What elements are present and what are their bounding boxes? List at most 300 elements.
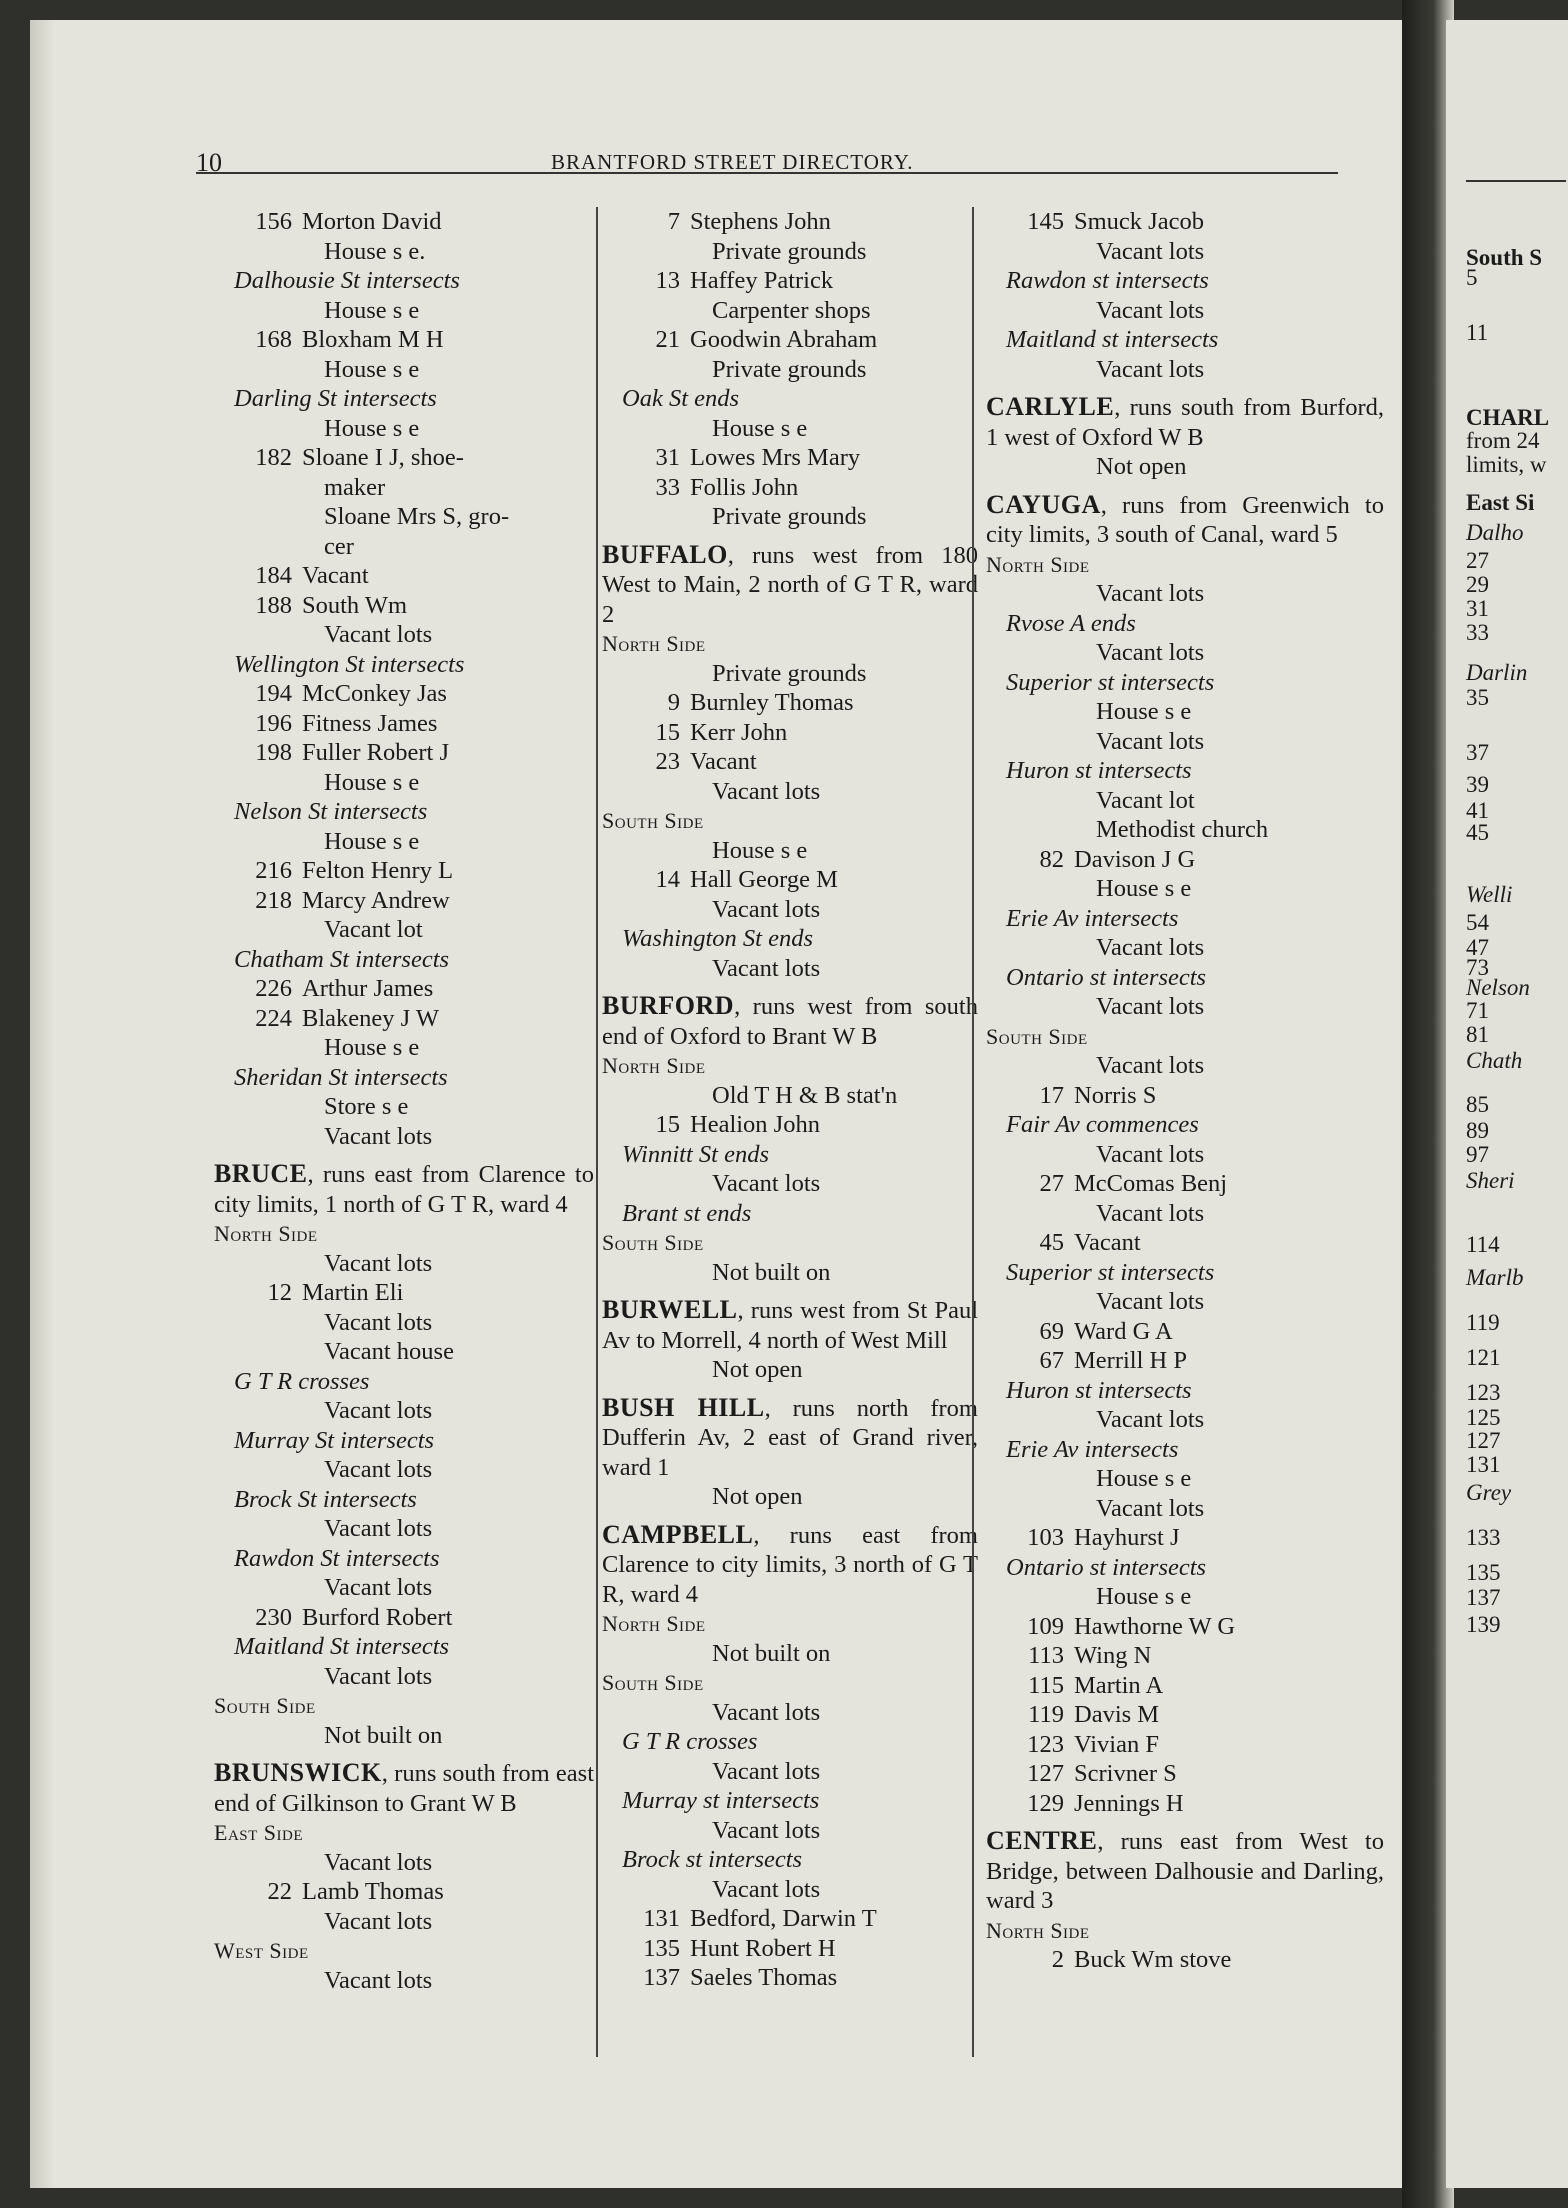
directory-entry	[602, 207, 978, 237]
cross-street-note: Maitland st intersects	[1006, 326, 1219, 353]
directory-entry	[602, 895, 978, 925]
street-heading	[602, 1295, 978, 1355]
cross-street-note: G T R crosses	[234, 1367, 370, 1395]
cross-street-note: Brant st ends	[622, 1199, 752, 1227]
facing-page-text: 127	[1466, 1428, 1501, 1453]
house-number: 21	[655, 326, 680, 353]
street-description: , runs south from Burford, 1 west of Oxford W B	[986, 394, 1384, 451]
cross-street-note: Maitland St intersects	[234, 1633, 450, 1660]
header-rule	[196, 172, 1338, 174]
occupant-name: Vacant lots	[1096, 1052, 1205, 1079]
facing-page-text: Dalho	[1466, 520, 1524, 545]
directory-entry	[986, 1051, 1384, 1081]
occupant-name: Blakeney J W	[302, 1004, 439, 1032]
directory-entry	[602, 355, 978, 385]
facing-page-text: 71	[1466, 998, 1489, 1023]
street-description: , runs east from Clarence to city limits, 1 north of G T R, ward 4	[214, 1161, 594, 1218]
facing-page-text: 33	[1466, 620, 1489, 645]
facing-page-text: Chath	[1466, 1048, 1523, 1073]
occupant-name: Vacant lots	[324, 1848, 433, 1876]
directory-entry	[986, 992, 1384, 1022]
directory-entry	[986, 1405, 1384, 1435]
facing-page-text: 131	[1466, 1452, 1501, 1477]
occupant-name: House s e	[324, 1034, 420, 1061]
occupant-name: Vacant lots	[712, 1698, 821, 1726]
occupant-name: Vacant lots	[1096, 580, 1205, 607]
directory-entry	[602, 1757, 978, 1787]
directory-entry	[986, 1169, 1384, 1199]
street-side-label: North Side	[602, 631, 706, 656]
facing-page-text: 135	[1466, 1560, 1501, 1585]
occupant-name: House s e.	[324, 237, 426, 265]
occupant-name: Merrill H P	[1074, 1347, 1187, 1374]
house-number: 137	[643, 1964, 680, 1991]
occupant-name: Jennings H	[1074, 1789, 1184, 1817]
house-number: 194	[255, 680, 292, 707]
occupant-name: McComas Benj	[1074, 1170, 1228, 1197]
occupant-name: Wing N	[1074, 1642, 1152, 1669]
street-heading	[602, 540, 978, 630]
cross-street-note: Nelson St intersects	[234, 798, 428, 825]
occupant-name: Vacant lots	[324, 1122, 433, 1150]
directory-entry	[602, 688, 978, 718]
cross-street-note: Brock st intersects	[622, 1846, 803, 1873]
cross-street-note: Washington St ends	[622, 925, 814, 952]
house-number: 69	[1039, 1317, 1064, 1345]
directory-entry	[602, 443, 978, 473]
house-number: 13	[655, 267, 680, 294]
directory-entry	[986, 1287, 1384, 1317]
directory-entry	[214, 237, 594, 267]
cross-street-note: Huron st intersects	[1006, 757, 1192, 784]
house-number: 226	[255, 975, 292, 1002]
directory-entry	[986, 1641, 1384, 1671]
facing-page-text: 27	[1466, 548, 1489, 573]
directory-entry	[214, 709, 594, 739]
occupant-name: Not built on	[324, 1721, 443, 1749]
house-number: 129	[1027, 1789, 1064, 1817]
street-name: CARLYLE	[986, 392, 1115, 421]
directory-entry	[986, 1612, 1384, 1642]
occupant-name: Vacant lot	[324, 916, 423, 943]
facing-page-text: 47	[1466, 935, 1489, 960]
house-number: 22	[267, 1878, 292, 1905]
street-side-label: North Side	[986, 551, 1090, 577]
house-number: 23	[655, 748, 680, 775]
occupant-name: Vacant lots	[1096, 1140, 1205, 1168]
facing-page-text: 73	[1466, 955, 1489, 980]
cross-street-note: Rawdon st intersects	[1006, 267, 1209, 294]
facing-page-text: 137	[1466, 1585, 1501, 1610]
occupant-name: Not open	[712, 1483, 803, 1510]
house-number: 131	[643, 1905, 680, 1932]
directory-entry	[986, 1228, 1384, 1258]
directory-entry	[602, 659, 978, 689]
directory-entry	[986, 296, 1384, 326]
occupant-name: Not built on	[712, 1639, 831, 1667]
street-side-label: North Side	[602, 1611, 706, 1636]
entry-continuation: cer	[324, 532, 354, 560]
street-side-label: North Side	[602, 1053, 706, 1078]
occupant-name: Norris S	[1074, 1081, 1157, 1109]
street-side-label: South Side	[602, 808, 704, 833]
house-number: 82	[1039, 845, 1064, 873]
running-title: BRANTFORD STREET DIRECTORY.	[551, 150, 914, 174]
page-number: 10	[196, 148, 222, 177]
directory-entry	[602, 1355, 978, 1385]
occupant-name: Methodist church	[1096, 816, 1269, 843]
house-number: 2	[1051, 1946, 1064, 1973]
directory-entry	[214, 679, 594, 709]
street-description: , runs west from 180 West to Main, 2 north of G T R, ward 2	[602, 541, 978, 628]
occupant-name: Burford Robert	[302, 1603, 453, 1631]
facing-page-text: 123	[1466, 1380, 1501, 1405]
street-description: , runs east from Clarence to city limits, 3 north of G T R, ward 4	[602, 1521, 978, 1608]
directory-entry	[602, 836, 978, 866]
occupant-name: Vacant lots	[712, 1170, 821, 1197]
occupant-name: McConkey Jas	[302, 680, 447, 707]
occupant-name: Haffey Patrick	[690, 267, 834, 294]
facing-page-text: Sheri	[1466, 1168, 1515, 1193]
occupant-name: Vacant lots	[324, 1574, 433, 1601]
house-number: 216	[255, 857, 292, 884]
facing-page-text: 97	[1466, 1142, 1489, 1167]
directory-entry	[986, 1759, 1384, 1789]
house-number: 27	[1039, 1170, 1064, 1197]
street-side-label: South Side	[214, 1693, 316, 1718]
occupant-name: House s e	[324, 414, 420, 442]
occupant-name: Vacant house	[324, 1338, 454, 1365]
directory-entry	[986, 1700, 1384, 1730]
directory-entry	[602, 1081, 978, 1111]
directory-entry	[986, 1494, 1384, 1524]
directory-entry	[986, 1523, 1384, 1553]
street-name: BUFFALO	[602, 539, 728, 569]
facing-page-text: from 24	[1466, 428, 1540, 453]
house-number: 9	[667, 689, 680, 716]
house-number: 168	[255, 326, 292, 353]
facing-page-text: Darlin	[1466, 660, 1528, 685]
facing-page-text: East Si	[1466, 490, 1535, 515]
occupant-name: Hawthorne W G	[1074, 1612, 1236, 1640]
house-number: 67	[1039, 1347, 1064, 1374]
occupant-name: Felton Henry L	[302, 857, 454, 884]
facing-page-text: South S	[1466, 245, 1543, 270]
cross-street-note: Sheridan St intersects	[234, 1063, 448, 1091]
cross-street-note: Brock St intersects	[234, 1485, 417, 1513]
house-number: 115	[1028, 1671, 1064, 1699]
directory-entry	[214, 1514, 594, 1544]
street-name: BURWELL	[602, 1295, 738, 1324]
cross-street-note: Fair Av commences	[1006, 1111, 1199, 1138]
occupant-name: Sloane I J, shoe-	[302, 444, 464, 471]
cross-street-note: Superior st intersects	[1006, 1258, 1215, 1286]
house-number: 156	[255, 208, 292, 235]
street-name: BURFORD	[602, 991, 735, 1020]
directory-entry	[986, 1199, 1384, 1229]
facing-page-text: Nelson	[1466, 975, 1530, 1000]
occupant-name: Davis M	[1074, 1701, 1160, 1728]
house-number: 33	[655, 473, 680, 501]
directory-entry	[214, 561, 594, 591]
directory-entry	[986, 207, 1384, 237]
occupant-name: Vacant	[1074, 1229, 1141, 1256]
occupant-name: Hayhurst J	[1074, 1524, 1180, 1551]
directory-entry	[986, 452, 1384, 482]
occupant-name: Vacant lots	[1096, 727, 1205, 755]
house-number: 113	[1028, 1642, 1064, 1669]
occupant-name: Davison J G	[1074, 845, 1196, 873]
facing-page-text: 35	[1466, 685, 1489, 710]
cross-street-note: Winnitt St ends	[622, 1140, 769, 1168]
occupant-name: House s e	[324, 768, 420, 796]
house-number: 135	[643, 1934, 680, 1962]
occupant-name: Old T H & B stat'n	[712, 1081, 898, 1109]
directory-entry	[986, 1945, 1384, 1975]
occupant-name: Vacant lots	[1096, 934, 1205, 961]
occupant-name: Vacant lots	[712, 954, 821, 982]
facing-page-text: 133	[1466, 1525, 1501, 1550]
directory-entry	[214, 1278, 594, 1308]
street-side-label: East Side	[214, 1820, 304, 1845]
occupant-name: Buck Wm stove	[1074, 1946, 1232, 1973]
directory-entry	[214, 1033, 594, 1063]
occupant-name: Vivian F	[1074, 1730, 1159, 1758]
occupant-name: Burnley Thomas	[690, 689, 854, 716]
cross-street-note: Erie Av intersects	[1006, 1435, 1179, 1463]
facing-page-text: Grey	[1466, 1480, 1512, 1505]
occupant-name: Stephens John	[690, 208, 831, 235]
occupant-name: Hunt Robert H	[690, 1934, 836, 1962]
occupant-name: House s e	[324, 355, 420, 383]
house-number: 17	[1039, 1081, 1064, 1109]
house-number: 14	[655, 866, 680, 893]
occupant-name: Vacant lots	[1096, 1199, 1205, 1227]
street-side-label: West Side	[214, 1938, 309, 1963]
house-number: 15	[655, 718, 680, 746]
street-name: CENTRE	[986, 1826, 1098, 1855]
directory-entry	[602, 1875, 978, 1905]
occupant-name: Lowes Mrs Mary	[690, 444, 861, 471]
facing-page-text: 89	[1466, 1118, 1489, 1143]
directory-entry	[214, 414, 594, 444]
cross-street-note: G T R crosses	[622, 1728, 758, 1755]
house-number: 103	[1027, 1524, 1064, 1551]
occupant-name: Morton David	[302, 208, 442, 235]
street-name: BUSH HILL	[602, 1392, 765, 1422]
house-number: 198	[255, 739, 292, 766]
occupant-name: Vacant lots	[1096, 237, 1205, 265]
facing-page-header-rule	[1466, 180, 1566, 182]
occupant-name: Vacant lots	[324, 1966, 433, 1994]
occupant-name: Private grounds	[712, 503, 867, 530]
facing-page-text: Marlb	[1466, 1265, 1524, 1290]
directory-entry	[602, 1639, 978, 1669]
directory-entry	[986, 1346, 1384, 1376]
house-number: 12	[267, 1279, 292, 1306]
occupant-name: Arthur James	[302, 975, 434, 1002]
directory-entry	[602, 1934, 978, 1964]
occupant-name: Vacant lots	[712, 1757, 821, 1785]
occupant-name: Sloane Mrs S, gro-	[324, 503, 510, 530]
directory-entry	[602, 1816, 978, 1846]
directory-entry	[214, 296, 594, 326]
directory-entry	[214, 915, 594, 945]
column-1	[214, 207, 594, 1995]
directory-entry	[214, 1848, 594, 1878]
directory-entry	[214, 325, 594, 355]
cross-street-note: Rvose A ends	[1006, 609, 1136, 637]
facing-page-text: limits, w	[1466, 452, 1547, 477]
directory-entry	[986, 815, 1384, 845]
occupant-name: Bedford, Darwin T	[690, 1905, 877, 1932]
directory-entry	[602, 1110, 978, 1140]
facing-page-text: 29	[1466, 572, 1489, 597]
occupant-name: Vacant lots	[1096, 1494, 1205, 1522]
directory-entry	[214, 1308, 594, 1338]
street-heading	[602, 991, 978, 1051]
street-heading	[986, 392, 1384, 452]
cross-street-note: Erie Av intersects	[1006, 904, 1179, 932]
occupant-name: Vacant lots	[324, 1907, 433, 1935]
directory-entry	[214, 502, 594, 532]
house-number: 145	[1027, 208, 1064, 235]
occupant-name: Vacant lots	[324, 1308, 433, 1336]
directory-entry	[986, 638, 1384, 668]
directory-entry	[214, 886, 594, 916]
occupant-name: Scrivner S	[1074, 1760, 1177, 1787]
directory-entry	[602, 473, 978, 503]
street-description: , runs east from West to Bridge, between Dalhousie and Darling, ward 3	[986, 1828, 1384, 1914]
directory-entry	[602, 1698, 978, 1728]
occupant-name: House s e	[712, 414, 808, 442]
facing-page-text: 81	[1466, 1022, 1489, 1047]
directory-entry	[602, 237, 978, 267]
facing-page-text: 121	[1466, 1345, 1501, 1370]
house-number: 127	[1027, 1760, 1064, 1787]
cross-street-note: Huron st intersects	[1006, 1376, 1192, 1404]
occupant-name: Vacant lot	[1096, 786, 1195, 814]
directory-entry	[214, 1662, 594, 1692]
cross-street-note: Murray st intersects	[622, 1787, 820, 1814]
directory-entry	[986, 1789, 1384, 1819]
directory-entry	[986, 1140, 1384, 1170]
facing-page-text: 37	[1466, 740, 1489, 765]
street-name: CAMPBELL	[602, 1519, 754, 1549]
occupant-name: Smuck Jacob	[1074, 208, 1204, 235]
occupant-name: Vacant lots	[1096, 296, 1205, 324]
entry-continuation: maker	[324, 473, 386, 501]
occupant-name: Vacant lots	[712, 777, 821, 805]
directory-entry	[214, 738, 594, 768]
cross-street-note: Superior st intersects	[1006, 668, 1215, 696]
occupant-name: Vacant lots	[324, 1249, 433, 1277]
directory-entry	[602, 777, 978, 807]
directory-entry	[214, 1877, 594, 1907]
occupant-name: Vacant	[690, 748, 757, 775]
page-binding-edge	[30, 20, 54, 2188]
directory-entry	[602, 1904, 978, 1934]
directory-entry	[214, 1396, 594, 1426]
directory-entry	[986, 579, 1384, 609]
directory-entry	[602, 954, 978, 984]
house-number: 218	[255, 886, 292, 914]
street-side-label: North Side	[214, 1221, 318, 1246]
house-number: 182	[255, 444, 292, 471]
occupant-name: Ward G A	[1074, 1317, 1173, 1345]
occupant-name: Vacant lots	[1096, 1406, 1205, 1433]
occupant-name: Fitness James	[302, 709, 438, 737]
street-name: BRUNSWICK	[214, 1758, 382, 1787]
occupant-name: Private grounds	[712, 355, 867, 383]
street-description: , runs from Greenwich to city limits, 3 south of Canal, ward 5	[986, 491, 1384, 548]
street-heading	[986, 1826, 1384, 1916]
house-number: 109	[1027, 1612, 1064, 1640]
facing-page-text: 39	[1466, 772, 1489, 797]
occupant-name: House s e	[1096, 1583, 1192, 1610]
directory-entry	[986, 1317, 1384, 1347]
occupant-name: Follis John	[690, 473, 799, 501]
occupant-name: Goodwin Abraham	[690, 326, 878, 353]
facing-page-text: 45	[1466, 820, 1489, 845]
directory-entry	[214, 1092, 594, 1122]
house-number: 119	[1028, 1701, 1064, 1728]
directory-entry	[214, 1721, 594, 1751]
directory-entry	[214, 620, 594, 650]
occupant-name: Saeles Thomas	[690, 1964, 838, 1991]
directory-entry	[602, 865, 978, 895]
facing-page-text: CHARL	[1466, 405, 1550, 430]
directory-entry	[602, 296, 978, 326]
directory-entry	[602, 1169, 978, 1199]
occupant-name: Martin A	[1074, 1671, 1164, 1699]
facing-page-text: 85	[1466, 1092, 1489, 1117]
facing-page-fragment	[1446, 20, 1568, 2188]
cross-street-note: Wellington St intersects	[234, 650, 465, 678]
directory-entry	[214, 591, 594, 621]
directory-entry	[214, 1004, 594, 1034]
occupant-name: House s e	[324, 296, 420, 324]
facing-page-text: 125	[1466, 1405, 1501, 1430]
occupant-name: Vacant lots	[1096, 993, 1205, 1020]
occupant-name: Store s e	[324, 1093, 409, 1120]
occupant-name: Vacant lots	[324, 621, 433, 648]
street-name: BRUCE	[214, 1159, 308, 1188]
occupant-name: Bloxham M H	[302, 326, 444, 353]
facing-page-text: Welli	[1466, 882, 1513, 907]
occupant-name: Carpenter shops	[712, 296, 871, 324]
directory-entry	[214, 1603, 594, 1633]
occupant-name: Kerr John	[690, 718, 788, 746]
directory-entry	[602, 1482, 978, 1512]
cross-street-note: Oak St ends	[622, 385, 740, 412]
occupant-name: Not built on	[712, 1258, 831, 1286]
directory-entry	[986, 845, 1384, 875]
occupant-name: South Wm	[302, 591, 408, 619]
directory-entry	[986, 1671, 1384, 1701]
occupant-name: Private grounds	[712, 237, 867, 265]
street-heading	[602, 1520, 978, 1610]
cross-street-note: Rawdon St intersects	[234, 1544, 440, 1572]
street-description: , runs north from Dufferin Av, 2 east of Grand river, ward 1	[602, 1394, 978, 1481]
directory-entry	[214, 443, 594, 473]
occupant-name: Martin Eli	[302, 1279, 404, 1306]
directory-entry	[214, 1907, 594, 1937]
occupant-name: Healion John	[690, 1111, 820, 1138]
directory-entry	[214, 207, 594, 237]
house-number: 15	[655, 1111, 680, 1138]
facing-page-text: 5	[1466, 265, 1478, 290]
